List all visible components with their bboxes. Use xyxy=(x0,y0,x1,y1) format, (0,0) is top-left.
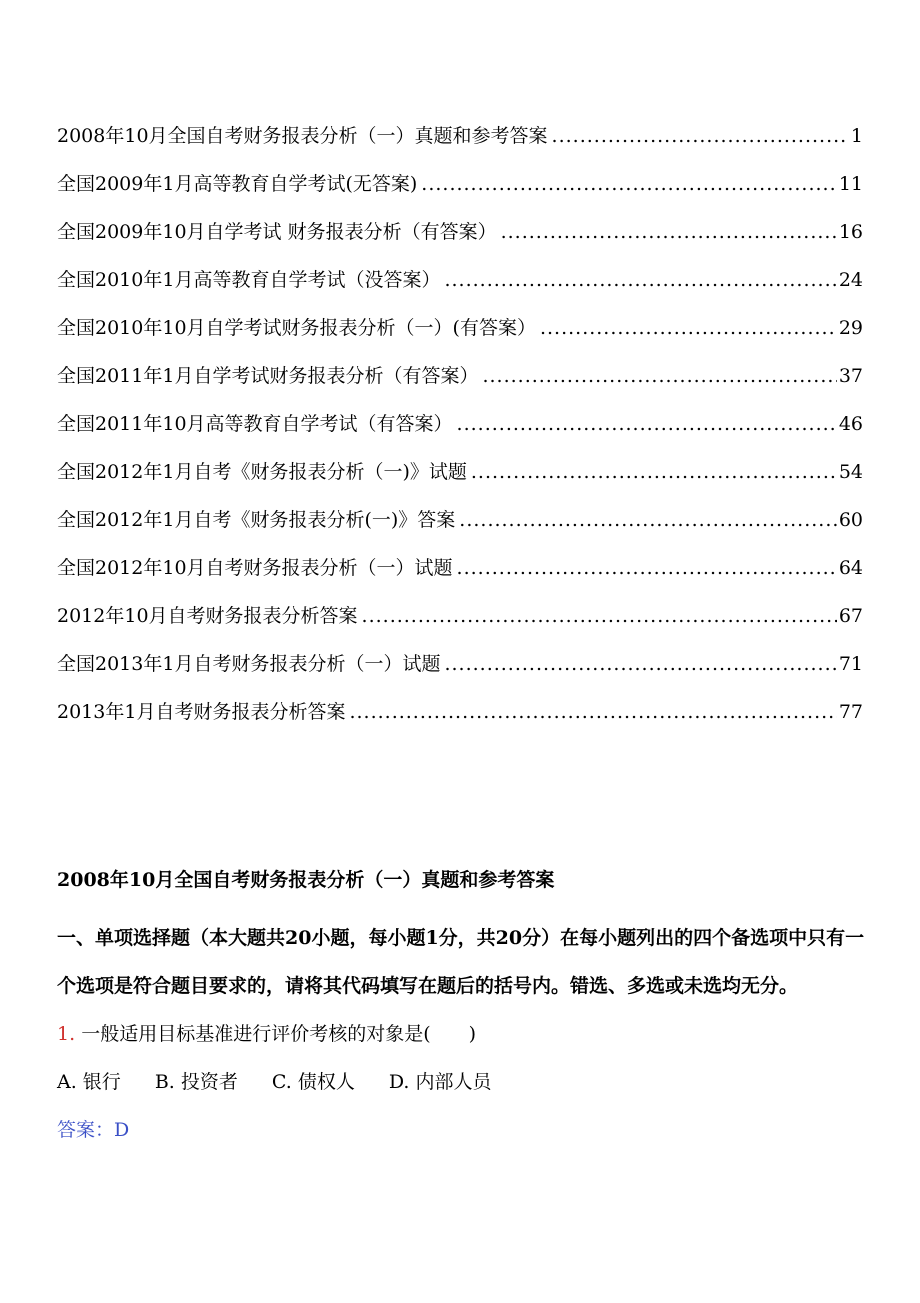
toc-entry[interactable] xyxy=(57,496,863,544)
toc-entry[interactable] xyxy=(57,208,863,256)
toc-entry-title: 全国2010年10月自学考试财务报表分析（一）(有答案） xyxy=(57,317,536,339)
toc-leader-dots xyxy=(444,256,836,304)
question-text: 一般适用目标基准进行评价考核的对象是( ) xyxy=(81,1023,477,1045)
table-of-contents xyxy=(57,112,863,736)
toc-entry-title: 全国2009年1月高等教育自学考试(无答案) xyxy=(57,173,418,195)
toc-entry[interactable] xyxy=(57,544,863,592)
option-b xyxy=(155,1058,238,1106)
toc-entry-page: 64 xyxy=(838,557,863,579)
option-text: 内部人员 xyxy=(415,1071,492,1093)
toc-entry-title: 2013年1月自考财务报表分析答案 xyxy=(57,701,346,723)
toc-entry-page: 77 xyxy=(838,701,863,723)
toc-leader-dots xyxy=(457,544,837,592)
toc-entry-page: 11 xyxy=(838,173,863,195)
section-instructions: 一、单项选择题（本大题共20小题，每小题1分，共20分）在每小题列出的四个备选项中只有一个选项是符合题目要求的，请将其代码填写在题后的括号内。错选、多选或未选均无分。 xyxy=(57,927,865,997)
toc-entry[interactable] xyxy=(57,256,863,304)
section-title: 2008年10月全国自考财务报表分析（一）真题和参考答案 xyxy=(57,869,555,891)
option-d xyxy=(389,1058,492,1106)
toc-leader-dots xyxy=(349,688,836,736)
toc-leader-dots xyxy=(482,352,836,400)
toc-entry[interactable] xyxy=(57,688,863,736)
toc-leader-dots xyxy=(540,304,837,352)
option-a xyxy=(57,1058,121,1106)
toc-entry[interactable] xyxy=(57,304,863,352)
toc-entry-title: 全国2013年1月自考财务报表分析（一）试题 xyxy=(57,653,441,675)
toc-entry[interactable] xyxy=(57,448,863,496)
option-label: B. xyxy=(154,1071,175,1093)
toc-entry[interactable] xyxy=(57,640,863,688)
toc-entry-title: 2008年10月全国自考财务报表分析（一）真题和参考答案 xyxy=(57,125,548,147)
toc-leader-dots xyxy=(444,640,836,688)
toc-leader-dots xyxy=(552,112,849,160)
option-label: C. xyxy=(271,1071,292,1093)
toc-entry-title: 2012年10月自考财务报表分析答案 xyxy=(57,605,358,627)
toc-entry-page: 60 xyxy=(838,509,863,531)
toc-entry-page: 29 xyxy=(838,317,863,339)
toc-entry-title: 全国2011年10月高等教育自学考试（有答案） xyxy=(57,413,453,435)
toc-entry-page: 54 xyxy=(838,461,863,483)
question-1 xyxy=(57,1010,867,1058)
toc-entry-page: 16 xyxy=(838,221,863,243)
option-text: 投资者 xyxy=(180,1071,238,1093)
toc-entry-page: 1 xyxy=(850,125,863,147)
toc-leader-dots xyxy=(501,208,837,256)
toc-entry-page: 71 xyxy=(838,653,863,675)
toc-entry[interactable] xyxy=(57,160,863,208)
toc-entry[interactable] xyxy=(57,112,863,160)
toc-entry-page: 37 xyxy=(838,365,863,387)
toc-leader-dots xyxy=(459,496,837,544)
toc-leader-dots xyxy=(362,592,837,640)
toc-entry-page: 67 xyxy=(838,605,863,627)
toc-entry[interactable] xyxy=(57,400,863,448)
toc-entry[interactable] xyxy=(57,352,863,400)
exam-section xyxy=(57,856,867,1154)
toc-entry-title: 全国2012年1月自考《财务报表分析（一)》试题 xyxy=(57,461,467,483)
toc-entry-title: 全国2010年1月高等教育自学考试（没答案） xyxy=(57,269,441,291)
option-label: D. xyxy=(388,1071,410,1093)
question-options xyxy=(57,1058,867,1106)
answer-text: 答案：D xyxy=(57,1119,130,1141)
toc-entry-title: 全国2012年10月自考财务报表分析（一）试题 xyxy=(57,557,453,579)
toc-entry-page: 24 xyxy=(838,269,863,291)
toc-entry-title: 全国2009年10月自学考试 财务报表分析（有答案） xyxy=(57,221,497,243)
question-number: 1. xyxy=(57,1023,76,1045)
option-text: 债权人 xyxy=(297,1071,355,1093)
toc-leader-dots xyxy=(457,400,837,448)
toc-entry-title: 全国2011年1月自学考试财务报表分析（有答案） xyxy=(57,365,479,387)
option-c xyxy=(272,1058,355,1106)
option-text: 银行 xyxy=(82,1071,121,1093)
option-label: A. xyxy=(57,1071,77,1093)
toc-leader-dots xyxy=(471,448,837,496)
toc-entry[interactable] xyxy=(57,592,863,640)
toc-entry-title: 全国2012年1月自考《财务报表分析(一)》答案 xyxy=(57,509,456,531)
toc-entry-page: 46 xyxy=(838,413,863,435)
toc-leader-dots xyxy=(421,160,837,208)
